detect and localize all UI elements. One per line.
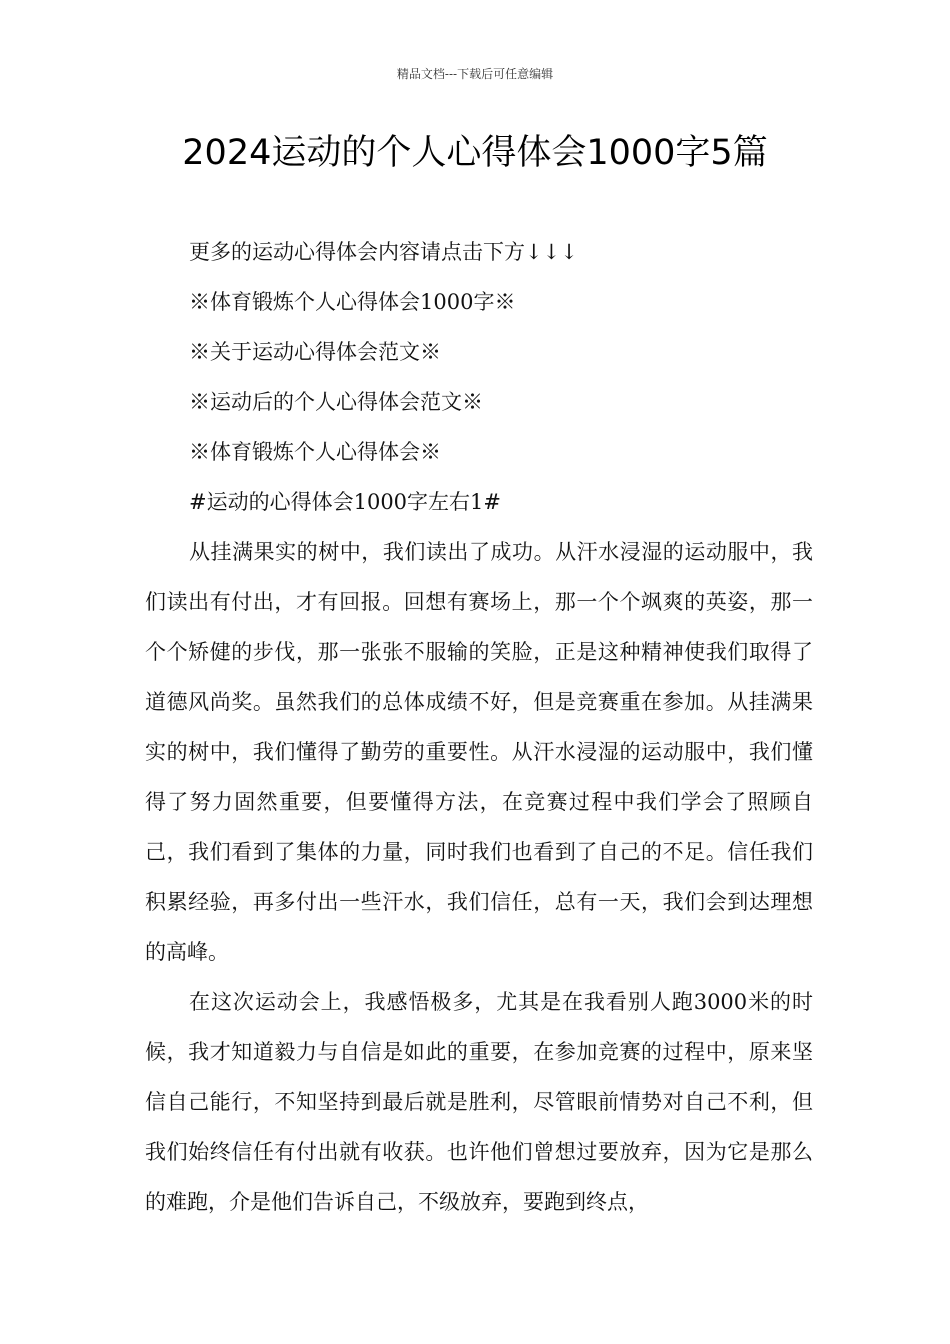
- more-content-prompt: 更多的运动心得体会内容请点击下方↓↓↓: [189, 240, 578, 264]
- body-paragraph-1: 从挂满果实的树中，我们读出了成功。从汗水浸湿的运动服中，我们读出有付出，才有回报。回想有赛场上，那一个个飒爽的英姿，那一个个矫健的步伐，那一张张不服输的笑脸，正是这种精神使我们取得了道德风尚奖。虽然我们的总体成绩不好，但是竞赛重在参加。从挂满果实的树中，我们懂得了勤劳的重要性。从汗水浸湿的运动服中，我们懂得了努力固然重要，但要懂得方法，在竞赛过程中我们学会了照顾自己，我们看到了集体的力量，同时我们也看到了自己的不足。信任我们积累经验，再多付出一些汗水，我们信任，总有一天，我们会到达理想的高峰。: [145, 540, 813, 964]
- document-body: [145, 227, 813, 1227]
- section-heading-1: #运动的心得体会1000字左右1#: [189, 490, 501, 514]
- related-link-1[interactable]: ※体育锻炼个人心得体会1000字※: [189, 290, 516, 314]
- related-link-3[interactable]: ※运动后的个人心得体会范文※: [189, 390, 483, 414]
- body-paragraph-2: 在这次运动会上，我感悟极多，尤其是在我看别人跑3000米的时候，我才知道毅力与自信是如此的重要，在参加竞赛的过程中，原来坚信自己能行，不知坚持到最后就是胜利，尽管眼前情势对自己不利，但我们始终信任有付出就有收获。也许他们曾想过要放弃，因为它是那么的难跑，介是他们告诉自己，不级放弃，要跑到终点，: [145, 990, 813, 1214]
- related-link-4[interactable]: ※体育锻炼个人心得体会※: [189, 440, 441, 464]
- document-title: 2024运动的个人心得体会1000字5篇: [182, 133, 768, 173]
- page-header: 精品文档---下载后可任意编辑: [396, 67, 554, 81]
- related-link-2[interactable]: ※关于运动心得体会范文※: [189, 340, 441, 364]
